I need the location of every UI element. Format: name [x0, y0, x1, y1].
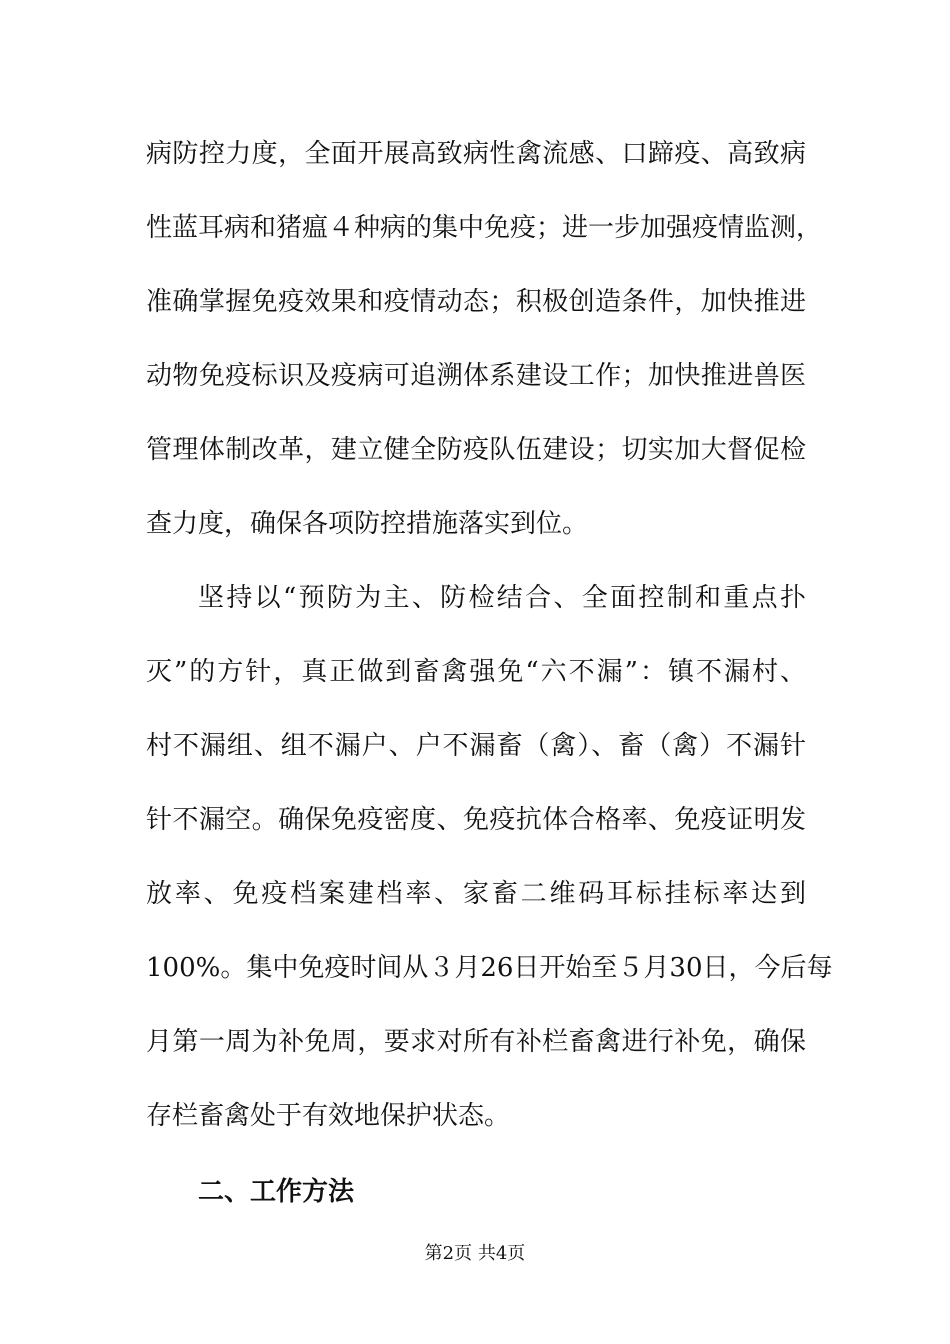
text-line: 100%。集中免疫时间从３月26日开始至５月30日，今后每: [146, 953, 833, 983]
text-line: 准确掌握免疫效果和疫情动态；积极创造条件，加快推进: [146, 287, 806, 317]
text-line: 动物免疫标识及疫病可追溯体系建设工作；加快推进兽医: [146, 361, 806, 391]
text-line: 查力度，确保各项防控措施落实到位。: [146, 509, 589, 539]
text-line: 针不漏空。确保免疫密度、免疫抗体合格率、免疫证明发: [146, 805, 806, 835]
document-body: [146, 128, 833, 1226]
paragraph-first-line: 坚持以“预防为主、防检结合、全面控制和重点扑: [198, 583, 806, 613]
section-heading: 二、工作方法: [198, 1177, 355, 1207]
text-line: 存栏畜禽处于有效地保护状态。: [146, 1101, 511, 1131]
text-line: 管理体制改革，建立健全防疫队伍建设；切实加大督促检: [146, 435, 806, 465]
text-line: 放率、免疫档案建档率、家畜二维码耳标挂标率达到: [146, 879, 806, 909]
text-line: 灭”的方针，真正做到畜禽强免“六不漏”：镇不漏村、: [146, 657, 806, 687]
page-footer: 第2页 共4页: [424, 1243, 526, 1264]
text-line: 月第一周为补免周，要求对所有补栏畜禽进行补免，确保: [146, 1027, 806, 1057]
text-line: 村不漏组、组不漏户、户不漏畜（禽）、畜（禽）不漏针: [146, 731, 806, 761]
text-line: 性蓝耳病和猪瘟４种病的集中免疫；进一步加强疫情监测，: [146, 213, 823, 243]
text-line: 病防控力度，全面开展高致病性禽流感、口蹄疫、高致病: [146, 139, 806, 169]
